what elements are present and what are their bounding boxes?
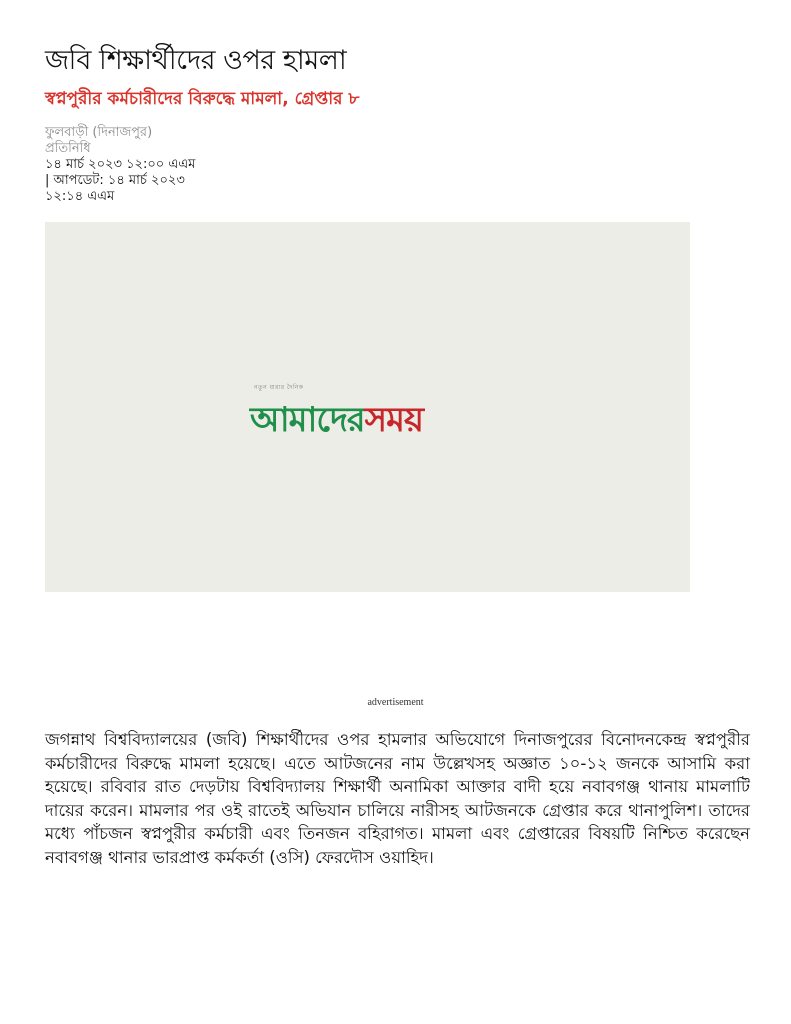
article-meta [45,125,195,205]
logo-part-green: আমাদের [250,400,365,440]
article-body: জগন্নাথ বিশ্ববিদ্যালয়ের (জবি) শিক্ষার্থীদের ওপর হামলার অভিযোগে দিনাজপুরের বিনোদনকেন্দ্র স্বপ্নপুরীর কর্মচারীদের বিরুদ্ধে মামলা হয়েছে। এতে আটজনের নাম উল্লেখসহ অজ্ঞাত ১০-১২ জনকে আসামি করা হয়েছে। রবিবার রাত দেড়টায় বিশ্ববিদ্যালয় শিক্ষার্থী অনামিকা আক্তার বাদী হয়ে নবাবগঞ্জ থানায় মামলাটি দায়ের করেন। মামলার পর ওই রাতেই অভিযান চালিয়ে নারীসহ আটজনকে গ্রেপ্তার করে থানাপুলিশ। তাদের মধ্যে পাঁচজন স্বপ্নপুরীর কর্মচারী এবং তিনজন বহিরাগত। মামলা এবং গ্রেপ্তারের বিষয়টি নিশ্চিত করেছেন নবাবগঞ্জ থানার ভারপ্রাপ্ত কর্মকর্তা (ওসি) ফেরদৌস ওয়াহিদ। [45,730,750,867]
published-date: ১৪ মার্চ ২০২৩ ১২:০০ এএম [45,157,196,172]
article-image [45,222,690,592]
logo-part-red: সময় [364,400,423,440]
updated-date: | আপডেট: ১৪ মার্চ ২০২৩ [45,173,185,188]
updated-time: ১২:১৪ এএম [45,189,115,204]
subheadline: স্বপ্নপুরীর কর্মচারীদের বিরুদ্ধে মামলা, গ্রেপ্তার ৮ [45,89,360,109]
location: ফুলবাড়ী (দিনাজপুর) [45,125,153,140]
logo-wordmark [250,400,423,440]
advertisement-label: advertisement [367,697,424,708]
headline: জবি শিক্ষার্থীদের ওপর হামলা [45,45,347,76]
byline: প্রতিনিধি [45,141,91,156]
logo-tagline: নতুন ধারার দৈনিক [254,384,304,391]
publisher-logo [250,382,423,451]
